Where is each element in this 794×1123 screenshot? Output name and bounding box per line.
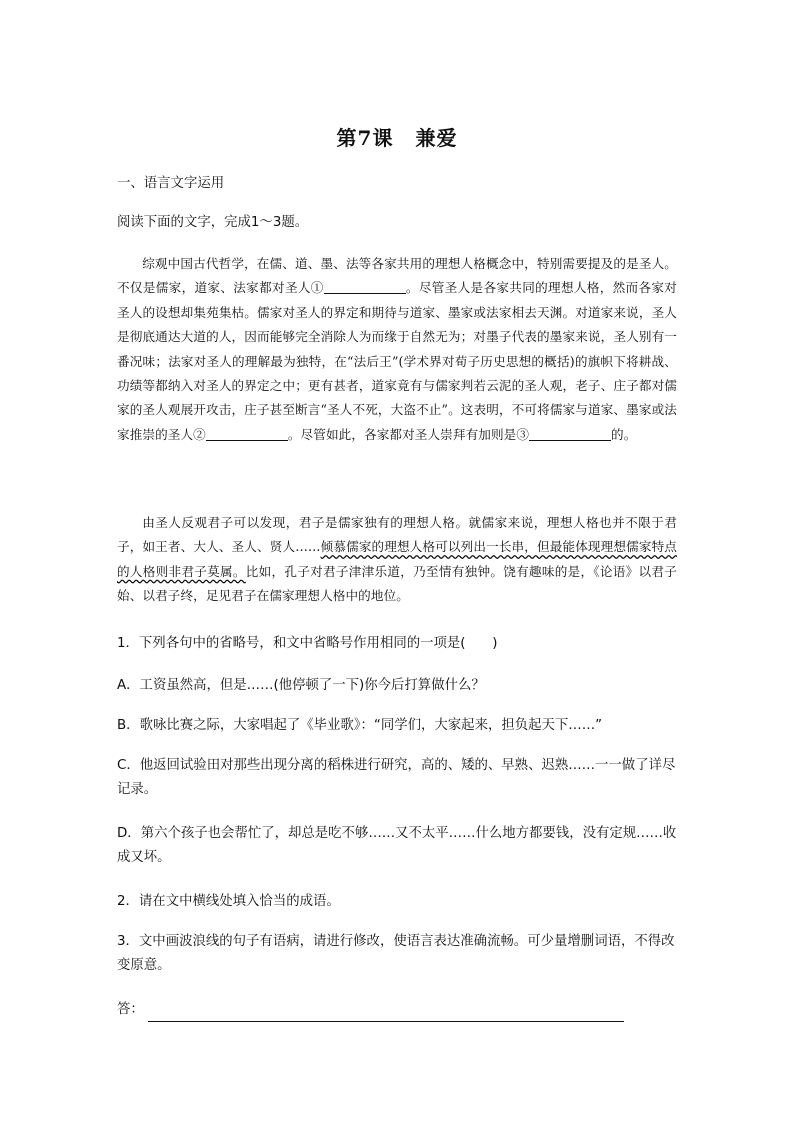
answer-row xyxy=(117,998,677,1022)
passage-text: 。尽管圣人是各家共同的理想人格，然而各家对圣人的设想却集苑集枯。儒家对圣人的界定和期待与道家、墨家或法家相去天渊。对道家来说，圣人是彻底通达大道的人，因而能够完全消除人为而缘于自然无为；对墨子代表的墨家来说，圣人别有一番况味；法家对圣人的理解最为独特，在“法后王”(学术界对荀子历史思想的概括)的旗帜下将耕战、功绩等都纳入对圣人的界定之中；更有甚者，道家竟有与儒家判若云泥的圣人观，老子、庄子都对儒家的圣人观展开攻击，庄子甚至断言“圣人不死，大盗不止”。这表明，不可将儒家与道家、墨家或法家推崇的圣人② xyxy=(117,280,677,442)
option-c: C．他返回试验田对那些出现分离的稻株进行研究，高的、矮的、早熟、迟熟……一一做了详尽记录。 xyxy=(117,758,676,797)
answer-line[interactable] xyxy=(148,1005,624,1022)
option-a: A．工资虽然高，但是……(他停顿了一下)你今后打算做什么？ xyxy=(117,678,485,693)
lesson-topic: 兼爱 xyxy=(415,126,458,150)
fill-blank-1[interactable] xyxy=(324,279,406,294)
passage-paragraph-1 xyxy=(117,252,677,447)
page-title xyxy=(0,122,794,151)
section-heading: 一、语言文字运用 xyxy=(117,176,225,191)
passage-text: 由圣人反观君子可以发现，君子是儒家独有的理想人格。就儒家来说，理想人格也并不限于君子，如王者、大人、圣人、贤人…… xyxy=(117,515,677,555)
option-b: B．歌咏比赛之际，大家唱起了《毕业歌》：“同学们，大家起来，担负起天下……” xyxy=(117,718,603,733)
passage-text: 的。 xyxy=(611,426,637,442)
fill-blank-3[interactable] xyxy=(529,426,611,441)
fill-blank-2[interactable] xyxy=(206,426,288,441)
passage-text: 。尽管如此，各家都对圣人崇拜有加则是③ xyxy=(287,426,530,442)
wavy-underlined-sentence: 倾慕儒家的理想人格可以列出一长串，但最能体现理想儒家特点的人格则非君子莫属。 xyxy=(117,539,677,579)
question-2: 2．请在文中横线处填入恰当的成语。 xyxy=(117,894,340,909)
answer-label: 答： xyxy=(117,1002,144,1017)
passage-text: 综观中国古代哲学，在儒、道、墨、法等各家共用的理想人格概念中，特别需要提及的是圣人。不仅是儒家，道家、法家都对圣人① xyxy=(117,256,677,296)
passage-text: 比如，孔子对君子津津乐道，乃至情有独钟。饶有趣味的是，《论语》以君子始、以君子终，足见君子在儒家理想人格中的地位。 xyxy=(117,563,677,604)
option-d: D．第六个孩子也会帮忙了，却总是吃不够……又不太平……什么地方都要钱，没有定规……收成又坏。 xyxy=(117,826,677,865)
lesson-number: 第7课 xyxy=(336,126,394,150)
reading-instruction: 阅读下面的文字，完成1～3题。 xyxy=(117,215,309,230)
question-1: 1．下列各句中的省略号，和文中省略号作用相同的一项是( ) xyxy=(117,636,498,651)
question-3: 3．文中画波浪线的句子有语病，请进行修改，使语言表达准确流畅。可少量增删词语，不得改变原意。 xyxy=(117,934,675,973)
passage-paragraph-2 xyxy=(117,511,677,609)
